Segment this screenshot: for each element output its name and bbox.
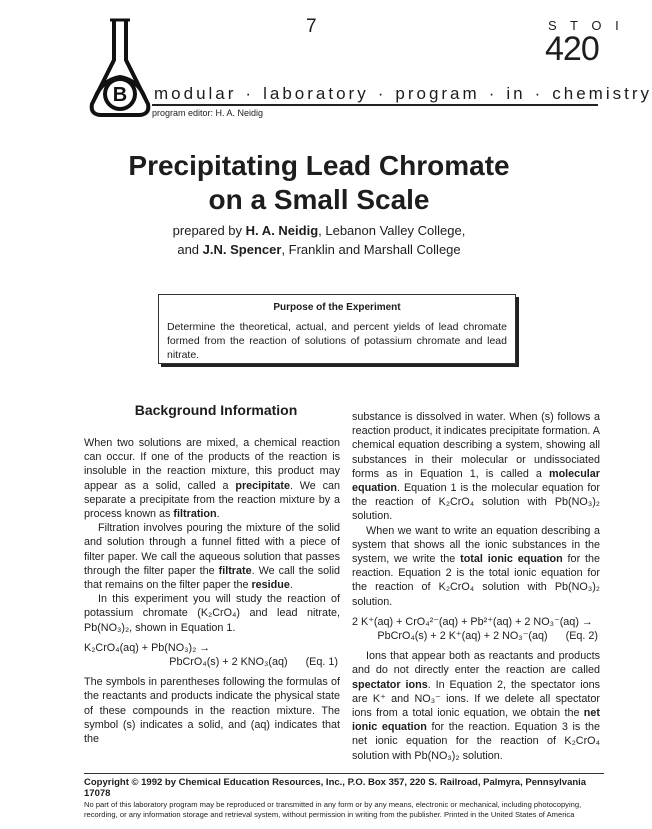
key-term: net ionic equation — [352, 707, 600, 734]
copyright-notice: No part of this laboratory program may be reproduced or transmitted in any form or by any means, electronic or mechanical, including photocopying, recording, or any information storage and retrieval system, without permission in writing from the publisher. Printed in the United States of America — [84, 800, 582, 819]
left-column — [84, 436, 340, 746]
separator-dot: · — [534, 84, 544, 103]
title-line: on a Small Scale — [208, 184, 430, 215]
author-affiliation: , Franklin and Marshall College — [281, 242, 461, 257]
author-prefix: prepared by — [172, 223, 243, 238]
right-column — [352, 410, 600, 763]
paragraph: When two solutions are mixed, a chemical reaction can occur. If one of the products of the reaction is insoluble in the reaction mixture, this product may appear as a solid, called a precipitate. We can separate a precipitate from the reaction mixture by a process known as filtration. — [84, 437, 340, 521]
paragraph: Ions that appear both as reactants and products and do not directly enter the reaction are called spectator ions. In Equation 2, the spectator ions are K⁺ and NO₃⁻ ions. If we delete all spectator ions from a total ionic equation, we obtain the net ionic equation for the reaction. Equation 3 is the net ionic equation for the reaction of K₂CrO₄ solution with Pb(NO₃)₂ solution. — [352, 650, 601, 762]
series-word: program — [395, 84, 480, 103]
key-term: filtrate — [218, 564, 252, 577]
equation-line: PbCrO₄(s) + 2 K⁺(aq) + 2 NO₃⁻(aq) (Eq. 2) — [377, 630, 598, 643]
copyright-footer — [84, 773, 604, 820]
separator-dot: · — [488, 84, 498, 103]
equation-line: PbCrO₄(s) + 2 KNO₃(aq) (Eq. 1) — [169, 656, 338, 669]
page-number: 7 — [306, 16, 317, 37]
separator-dot: · — [377, 84, 387, 103]
svg-text:B: B — [112, 84, 128, 106]
key-term: filtration — [173, 508, 217, 521]
purpose-heading: Purpose of the Experiment — [273, 302, 401, 313]
separator-dot: · — [245, 84, 255, 103]
key-term: spectator ions — [352, 678, 428, 691]
author-name: J.N. Spencer — [202, 242, 282, 257]
key-term: total ionic equation — [460, 553, 563, 566]
program-editor: program editor: H. A. Neidig — [152, 108, 264, 118]
series-word: modular — [154, 84, 237, 103]
copyright-line: Copyright © 1992 by Chemical Education Resources, Inc., P.O. Box 357, 220 S. Railroad, Palmyra, Pennsylvania 17078 — [84, 777, 587, 799]
key-term: molecular equation — [352, 467, 600, 495]
paragraph: When we want to write an equation describing a system that shows all the ionic substances in the system, we write the total ionic equation for the reaction. Equation 2 is the total ionic equation for the reaction of K₂CrO₄ solution with Pb(NO₃)₂ solution. — [352, 524, 600, 608]
header-rule — [152, 104, 598, 106]
author-name: H. A. Neidig — [245, 223, 319, 238]
paragraph: Filtration involves pouring the mixture of the solid and solution through a funnel fitted with a piece of filter paper. We call the aqueous solution that passes through the filter paper the filtrate. We call the solid that remains on the filter paper the residue. — [84, 522, 340, 592]
equation-2 — [352, 615, 600, 643]
series-word: laboratory — [263, 84, 369, 103]
authors — [0, 221, 638, 259]
equation-line: K₂CrO₄(aq) + Pb(NO₃)₂ → — [84, 641, 211, 654]
flask-logo-icon — [88, 18, 152, 118]
section-heading: Background Information — [134, 402, 298, 418]
series-title — [154, 84, 652, 104]
series-number: 420 — [545, 30, 599, 68]
key-term: residue — [251, 579, 290, 592]
key-term: precipitate — [235, 479, 290, 492]
equation-line: 2 K⁺(aq) + CrO₄²⁻(aq) + Pb²⁺(aq) + 2 NO₃⁻(aq) → — [352, 615, 593, 628]
purpose-box — [158, 294, 516, 364]
series-code: S T O I — [548, 18, 624, 33]
series-word: chemistry — [552, 84, 652, 103]
series-word: in — [506, 84, 526, 103]
author-affiliation: , Lebanon Valley College, — [318, 223, 466, 238]
document-title — [0, 149, 638, 217]
paragraph: The symbols in parentheses following the formulas of the reactants and products indicate the physical state of these compounds in the reaction mixture. The symbol (s) indicates a solid, and (aq) indicates that the — [84, 676, 340, 746]
paragraph: substance is dissolved in water. When (s) follows a reaction product, it indicates precipitate formation. A chemical equation describing a system, showing all substances in their molecular or undissociated forms as in Equation 1, is called a molecular equation. Equation 1 is the molecular equation for the reaction of K₂CrO₄ solution with Pb(NO₃)₂ solution. — [352, 411, 600, 523]
paragraph: In this experiment you will study the reaction of potassium chromate (K₂CrO₄) and lead nitrate, Pb(NO₃)₂, shown in Equation 1. — [84, 593, 340, 634]
author-prefix: and — [177, 242, 200, 257]
title-line: Precipitating Lead Chromate — [128, 150, 510, 181]
purpose-text: Determine the theoretical, actual, and percent yields of lead chromate formed from the reaction of solutions of potassium chromate and lead nitrate. — [167, 321, 507, 361]
equation-1 — [84, 641, 340, 669]
